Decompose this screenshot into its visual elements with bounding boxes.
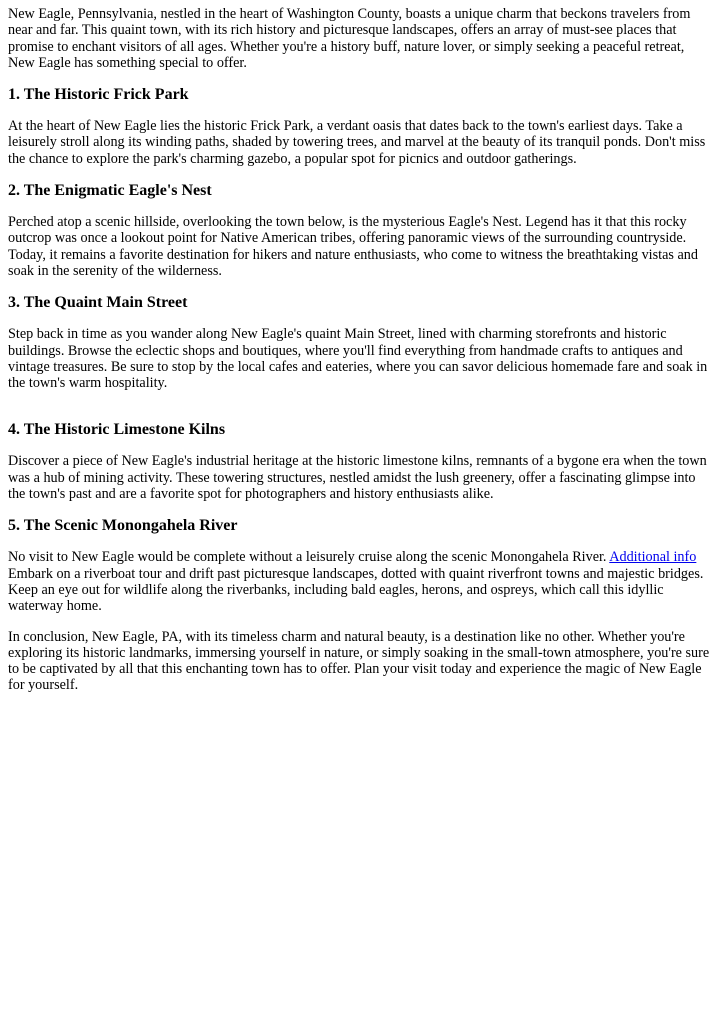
section-4-body: Discover a piece of New Eagle's industrial heritage at the historic limestone kilns, remnants of a bygone era when the town was a hub of mining activity. These towering structures, nestled amidst the lush greenery, offer a fascinating glimpse into the town's past and are a favorite spot for photographers and history enthusiasts alike. [8, 453, 707, 503]
section-3-heading: 3. The Quaint Main Street [8, 294, 188, 312]
section-1-body: At the heart of New Eagle lies the historic Frick Park, a verdant oasis that dates back to the town's earliest days. Take a leisurely stroll along its winding paths, shaded by towering trees, and marvel at the beauty of its tranquil ponds. Don't miss the chance to explore the park's charming gazebo, a popular spot for picnics and outdoor gatherings. [8, 118, 706, 167]
section-2-heading: 2. The Enigmatic Eagle's Nest [8, 182, 212, 200]
section-5-body [8, 549, 712, 614]
section-1-heading: 1. The Historic Frick Park [8, 86, 189, 104]
conclusion-paragraph: In conclusion, New Eagle, PA, with its timeless charm and natural beauty, is a destination like no other. Whether you're exploring its historic landmarks, immersing yourself in nature, or simply soaking in the small-town atmosphere, you're sure to be captivated by all that this enchanting town has to offer. Plan your visit today and experience the magic of New Eagle for yourself. [8, 628, 710, 694]
section-3-body: Step back in time as you wander along New Eagle's quaint Main Street, lined with charming storefronts and historic buildings. Browse the eclectic shops and boutiques, where you'll find everything from handmade crafts to antiques and vintage treasures. Be sure to stop by the local cafes and eateries, where you can savor delicious homemade fare and soak in the town's warm hospitality. [8, 326, 708, 392]
intro-paragraph: New Eagle, Pennsylvania, nestled in the heart of Washington County, boasts a unique charm that beckons travelers from near and far. This quaint town, with its rich history and picturesque landscapes, offers an array of must-see places that promise to enchant visitors of all ages. Whether you're a history buff, nature lover, or simply seeking a peaceful retreat, New Eagle has something special to offer. [8, 6, 691, 71]
section-4-heading: 4. The Historic Limestone Kilns [8, 421, 226, 439]
section-5-heading: 5. The Scenic Monongahela River [8, 517, 238, 535]
section-5-text-before-link: No visit to New Eagle would be complete without a leisurely cruise along the scenic Monongahela River. [8, 549, 610, 566]
additional-info-link[interactable]: Additional info [609, 549, 697, 566]
section-2-body: Perched atop a scenic hillside, overlooking the town below, is the mysterious Eagle's Nest. Legend has it that this rocky outcrop was once a lookout point for Native American tribes, offering panoramic views of the surrounding countryside. Today, it remains a favorite destination for hikers and nature enthusiasts, who come to witness the breathtaking vistas and soak in the serenity of the wilderness. [8, 214, 698, 279]
section-5-text-after-link: Embark on a riverboat tour and drift past picturesque landscapes, dotted with quaint riverfront towns and majestic bridges. Keep an eye out for wildlife along the riverbanks, including bald eagles, herons, and ospreys, which call this idyllic waterway home. [8, 565, 704, 615]
